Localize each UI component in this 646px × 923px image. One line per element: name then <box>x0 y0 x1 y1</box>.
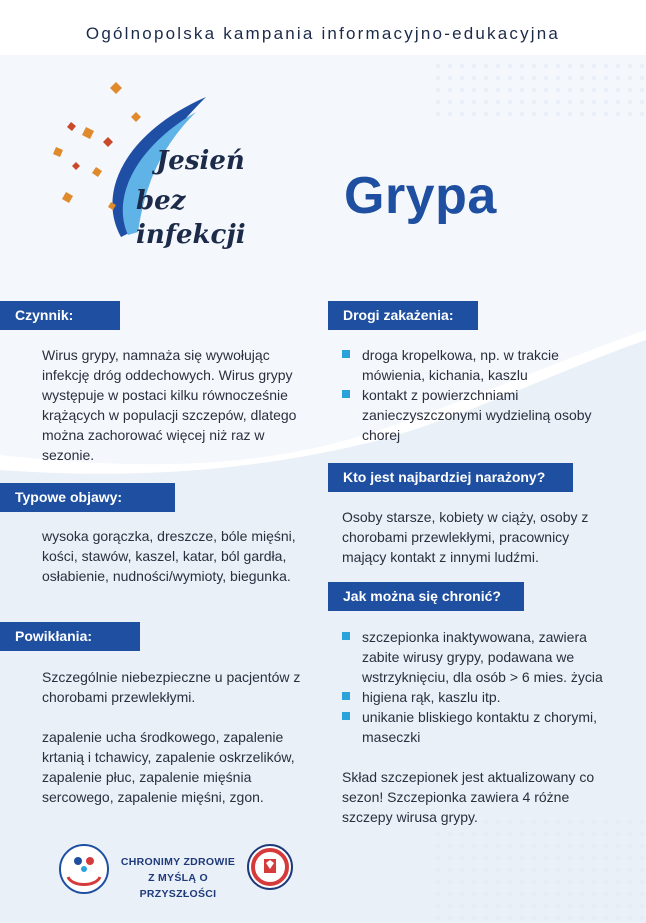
chronic-list <box>342 627 627 747</box>
list-item: kontakt z powierzchniami zanieczyszczonymi wydzieliną osoby chorej <box>342 385 622 445</box>
heading-powiklania: Powikłania: <box>0 622 140 651</box>
czynnik-text: Wirus grypy, namnaża się wywołując infekcję dróg oddechowych. Wirus grypy występuje w postaci kilku równocześnie krążących w populacji szczepów, dlatego można zachorować więcej niż raz w sezonie. <box>42 347 297 463</box>
list-item: droga kropelkowa, np. w trakcie mówienia, kichania, kaszlu <box>342 345 622 385</box>
bullet-square-icon <box>342 350 350 358</box>
heading-chronic: Jak można się chronić? <box>328 582 524 611</box>
slogan-line-1: CHRONIMY ZDROWIE <box>120 856 236 868</box>
chronic-note: Skład szczepionek jest aktualizowany co sezon! Szczepionka zawiera 4 różne szczepy wirusa grypy. <box>342 769 595 825</box>
emblem-seal-icon <box>246 843 294 891</box>
bullet-square-icon <box>342 390 350 398</box>
powiklania-text-1: Szczególnie niebezpieczne u pacjentów z chorobami przewlekłymi. <box>42 669 301 705</box>
narazony-text: Osoby starsze, kobiety w ciąży, osoby z chorobami przewlekłymi, pracownicy mający kontakt z innymi ludźmi. <box>342 509 589 565</box>
page-title: Grypa <box>344 167 497 225</box>
heading-objawy: Typowe objawy: <box>0 483 175 512</box>
list-item: szczepionka inaktywowana, zawiera zabite wirusy grypy, podawana we wstrzyknięciu, dla osób > 6 mies. życia <box>342 627 627 687</box>
bullet-square-icon <box>342 632 350 640</box>
heading-narazony: Kto jest najbardziej narażony? <box>328 463 573 492</box>
bullet-square-icon <box>342 692 350 700</box>
family-hands-icon <box>58 843 110 895</box>
heading-czynnik: Czynnik: <box>0 301 120 330</box>
heading-drogi: Drogi zakażenia: <box>328 301 478 330</box>
list-item: higiena rąk, kaszlu itp. <box>342 687 627 707</box>
objawy-text: wysoka gorączka, dreszcze, bóle mięśni, kości, stawów, kaszel, katar, ból gardła, osłabienie, nudności/wymioty, biegunka. <box>42 528 296 584</box>
logo-line-2: bez infekcji <box>136 186 246 250</box>
list-item: unikanie bliskiego kontaktu z chorymi, maseczki <box>342 707 627 747</box>
logo-line-1: Jesień <box>156 146 245 176</box>
powiklania-text-2: zapalenie ucha środkowego, zapalenie krtanią i tchawicy, zapalenie oskrzelików, zapalenie płuc, zapalenie mięśnia sercowego, zapalenie mięśni, zgon. <box>42 729 295 805</box>
campaign-title: Ogólnopolska kampania informacyjno-edukacyjna <box>85 24 561 43</box>
bullet-square-icon <box>342 712 350 720</box>
footer-slogan <box>116 854 240 902</box>
slogan-line-2: Z MYŚLĄ O PRZYSZŁOŚCI <box>139 872 217 900</box>
campaign-logo <box>36 72 296 250</box>
drogi-list <box>342 345 622 445</box>
